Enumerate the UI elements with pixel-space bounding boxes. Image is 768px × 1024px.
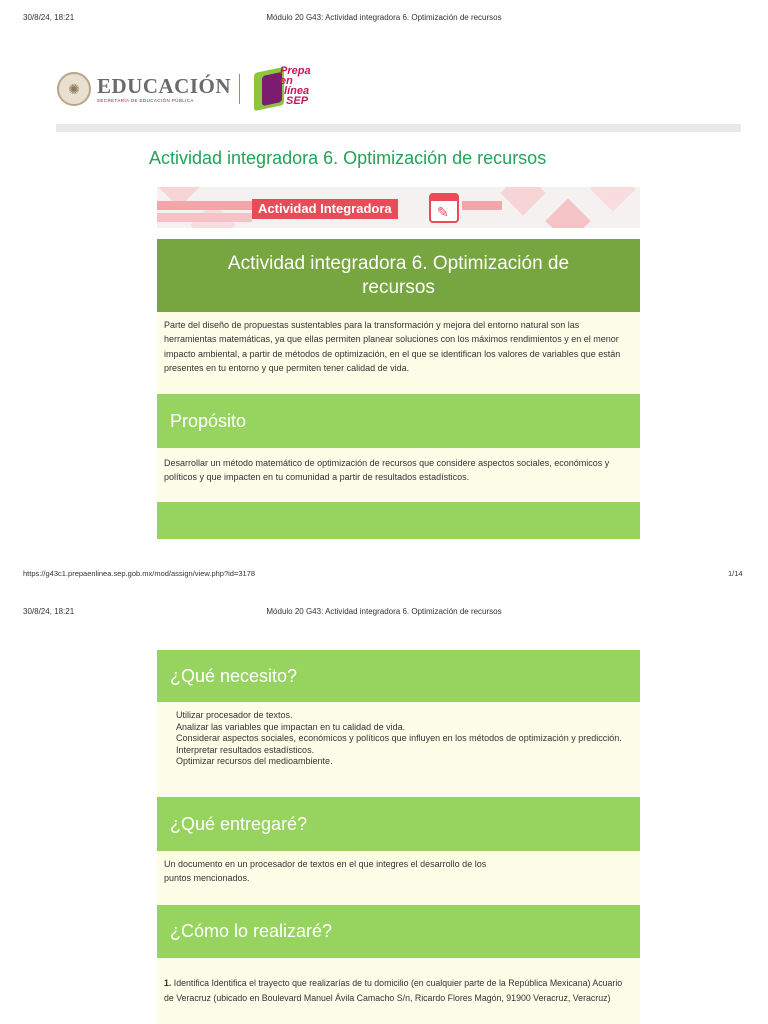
step-1-body: Identifica Identifica el trayecto que realizarías de tu domicilio (en cualquier parte de la República Mexicana) Acuario de Veracruz (ubicado en Boulevard Manuel Ávila Camacho S/n, Ricardo Flores Magón, 91900 Veracruz, Veracruz) xyxy=(164,978,623,1003)
print-footer-url: https://g43c1.prepaenlinea.sep.gob.mx/mod/assign/view.php?id=3178 xyxy=(23,569,256,578)
necesito-heading: ¿Qué necesito? xyxy=(157,650,640,702)
step-1-number: 1. xyxy=(164,978,172,988)
list-item: Analizar las variables que impactan en tu calidad de vida. xyxy=(176,721,406,732)
educacion-logo-text: EDUCACIÓN xyxy=(97,74,232,98)
prepa-logo-line1: Prepa en xyxy=(280,65,311,87)
prepa-en-linea-logo xyxy=(252,66,318,112)
necesito-list xyxy=(157,702,640,797)
list-item: Utilizar procesador de textos. xyxy=(176,710,293,720)
page-title: Actividad integradora 6. Optimización de recursos xyxy=(149,148,547,168)
mexico-seal-icon: ✺ xyxy=(57,72,91,106)
activity-title-heading: Actividad integradora 6. Optimización de recursos xyxy=(157,239,640,312)
proposito-heading: Propósito xyxy=(157,394,640,448)
prepa-logo-line2: línea xyxy=(284,85,310,97)
entregare-text-line1: Un documento en un procesador de textos en el que integres el desarrollo de los xyxy=(164,859,487,869)
list-item: Optimizar recursos del medioambiente. xyxy=(176,756,333,766)
print-footer-page: 1/14 xyxy=(728,569,743,578)
next-section-heading xyxy=(157,502,640,539)
nav-bar xyxy=(56,124,741,132)
sep-logo xyxy=(97,75,231,103)
realizare-heading: ¿Cómo lo realizaré? xyxy=(157,905,640,958)
logo-divider xyxy=(239,74,240,104)
print-header-date-2: 30/8/24, 18:21 xyxy=(23,607,75,616)
proposito-text: Desarrollar un método matemático de optimización de recursos que considere aspectos sociales, económicos y políticos y que impacten en tu comunidad a partir de resultados estadísticos. xyxy=(157,448,640,502)
prepa-logo-line3: SEP xyxy=(286,95,309,107)
entregare-text-line2: puntos mencionados. xyxy=(164,873,250,884)
banner-label: Actividad Integradora xyxy=(252,199,398,219)
step-1-text xyxy=(157,958,640,1024)
activity-banner xyxy=(157,187,640,228)
list-item: Interpretar resultados estadísticos. xyxy=(176,744,315,755)
calendar-edit-icon: ✎ xyxy=(429,193,459,223)
logo-row xyxy=(57,66,318,112)
print-header-title-2: Módulo 20 G43: Actividad integradora 6. Optimización de recursos xyxy=(266,607,502,616)
list-item: Considerar aspectos sociales, económicos y políticos que influyen en los métodos de optimización y predicción. xyxy=(176,733,622,743)
print-header-date: 30/8/24, 18:21 xyxy=(23,13,75,22)
entregare-text xyxy=(157,851,640,905)
intro-text: Parte del diseño de propuestas sustentables para la transformación y mejora del entorno natural son las herramientas matemáticas, ya que ellas permiten planear soluciones con los máximos rendimientos y en el menor impacto ambiental, a partir de métodos de optimización, en el que se identifican los valores de variables que están presentes en tu entorno y que permiten tener calidad de vida. xyxy=(157,312,640,394)
print-header-title: Módulo 20 G43: Actividad integradora 6. Optimización de recursos xyxy=(266,13,502,22)
educacion-logo-subtext: SECRETARÍA DE EDUCACIÓN PÚBLICA xyxy=(97,98,194,103)
entregare-heading: ¿Qué entregaré? xyxy=(157,797,640,851)
